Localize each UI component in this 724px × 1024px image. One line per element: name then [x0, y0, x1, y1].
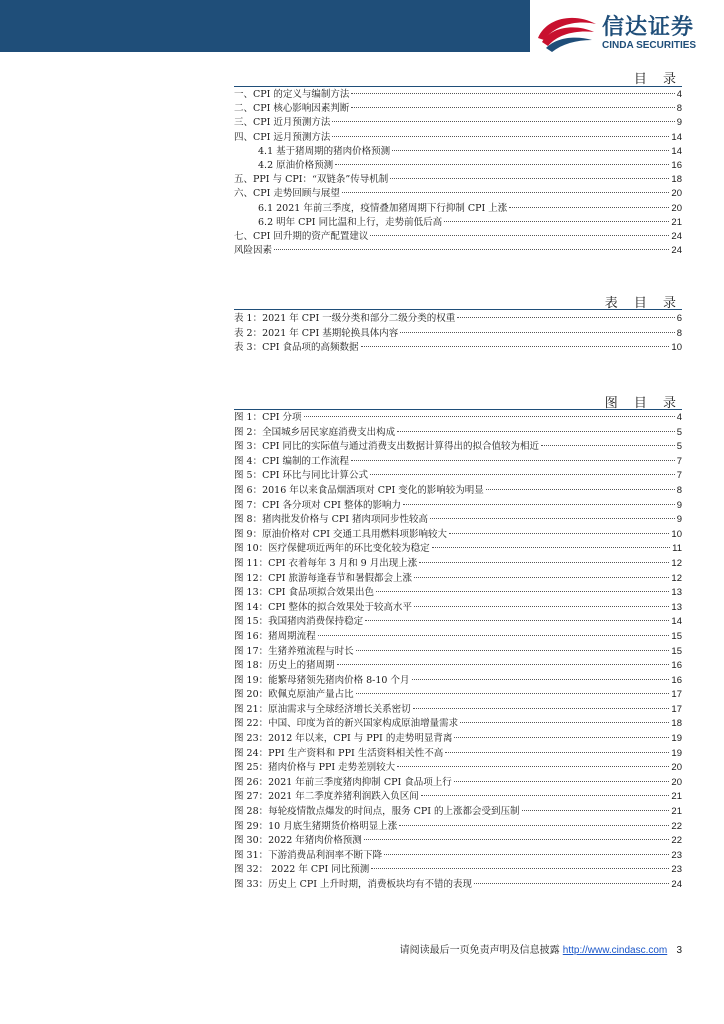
entry-title: 图 28：每轮疫情散点爆发的时间点，服务 CPI 的上涨都会受到压制: [234, 806, 520, 818]
entry-page-number: 14: [671, 616, 682, 628]
toc-entry[interactable]: [234, 878, 682, 893]
entry-page-number: 10: [671, 342, 682, 354]
entry-page-number: 23: [671, 864, 682, 876]
toc-entry[interactable]: [234, 674, 682, 689]
entry-title: 图 29：10 月底生猪期货价格明显上涨: [234, 820, 398, 832]
dot-leader: [400, 332, 674, 333]
entry-page-number: 24: [671, 245, 682, 257]
toc-entry[interactable]: [234, 499, 682, 514]
entry-title: 三、CPI 近月预测方法: [234, 117, 331, 129]
entry-title: 图 24：PPI 生产资料和 PPI 生活资料相关性不高: [234, 747, 444, 759]
entry-title: 图 8：猪肉批发价格与 CPI 猪肉项同步性较高: [234, 514, 429, 526]
toc-entry[interactable]: [234, 849, 682, 864]
toc-divider: [234, 86, 682, 87]
entry-page-number: 4: [676, 89, 682, 100]
entry-title: 4.2 原油价格预测: [258, 159, 334, 171]
toc-entry[interactable]: [234, 805, 682, 820]
toc-entry[interactable]: [234, 542, 682, 557]
entry-page-number: 14: [671, 145, 682, 157]
toc-entry[interactable]: [234, 659, 682, 674]
dot-leader: [351, 107, 674, 108]
entry-title: 图 18：历史上的猪周期: [234, 660, 335, 672]
dot-leader: [414, 606, 669, 607]
entry-page-number: 24: [671, 230, 682, 242]
dot-leader: [454, 737, 669, 738]
figures-list: [234, 411, 682, 893]
toc-entry[interactable]: [234, 645, 682, 660]
entry-title: 4.1 基于猪周期的猪肉价格预测: [258, 145, 391, 157]
toc-entry[interactable]: [234, 88, 682, 102]
entry-title: 二、CPI 核心影响因素判断: [234, 103, 350, 115]
toc-entry[interactable]: [234, 159, 682, 173]
entry-title: 6.1 2021 年前三季度，疫情叠加猪周期下行抑制 CPI 上涨: [258, 202, 508, 214]
dot-leader: [304, 416, 675, 417]
entry-title: 图 31：下游消费品利润率不断下降: [234, 849, 383, 861]
dot-leader: [454, 781, 670, 782]
dot-leader: [522, 810, 670, 811]
entry-page-number: 17: [671, 689, 682, 701]
toc-entry[interactable]: [234, 586, 682, 601]
entry-title: 图 12：CPI 旅游每逢春节和暑假都会上涨: [234, 572, 413, 584]
tables-title: 表 目 录: [604, 296, 682, 311]
entry-page-number: 9: [676, 499, 682, 511]
entry-title: 风险因素: [234, 245, 273, 257]
dot-leader: [414, 577, 669, 578]
dot-leader: [421, 795, 670, 796]
toc-entry[interactable]: [234, 469, 682, 484]
entry-page-number: 16: [671, 660, 682, 672]
toc-entry[interactable]: [234, 601, 682, 616]
entry-page-number: 18: [671, 174, 682, 186]
toc-entry[interactable]: [234, 131, 682, 145]
entry-title: 图 6：2016 年以来食品烟酒项对 CPI 变化的影响较为明显: [234, 484, 484, 496]
entry-page-number: 10: [671, 528, 682, 540]
figures-divider: [234, 409, 682, 410]
dot-leader: [397, 431, 675, 432]
toc-entry[interactable]: [234, 863, 682, 878]
entry-page-number: 7: [676, 455, 682, 467]
entry-page-number: 20: [671, 188, 682, 200]
entry-page-number: 21: [671, 791, 682, 803]
page-number: 3: [676, 945, 682, 956]
entry-page-number: 12: [671, 557, 682, 569]
dot-leader: [370, 235, 669, 236]
entry-page-number: 19: [671, 733, 682, 745]
entry-page-number: 15: [671, 645, 682, 657]
entry-page-number: 8: [676, 103, 682, 115]
dot-leader: [332, 136, 669, 137]
entry-title: 图 32： 2022 年 CPI 同比预测: [234, 864, 370, 876]
entry-page-number: 21: [671, 216, 682, 228]
entry-page-number: 24: [671, 879, 682, 890]
toc-entry[interactable]: [234, 102, 682, 116]
toc-entry[interactable]: [234, 528, 682, 543]
entry-title: 表 3：CPI 食品项的高频数据: [234, 342, 359, 354]
entry-page-number: 12: [671, 572, 682, 584]
entry-page-number: 11: [672, 543, 682, 555]
entry-title: 图 20：欧佩克原油产量占比: [234, 689, 354, 701]
toc-entry[interactable]: [234, 688, 682, 703]
dot-leader: [351, 460, 675, 461]
entry-page-number: 5: [676, 426, 682, 438]
brand-name-en: CINDA SECURITIES: [602, 40, 697, 51]
entry-title: 图 14：CPI 整体的拟合效果处于较高水平: [234, 601, 413, 613]
entry-page-number: 13: [671, 587, 682, 599]
entry-title: 图 26：2021 年前三季度猪肉抑制 CPI 食品项上行: [234, 776, 452, 788]
dot-leader: [370, 474, 675, 475]
entry-title: 表 2：2021 年 CPI 基期轮换具体内容: [234, 327, 399, 339]
entry-title: 图 1：CPI 分项: [234, 412, 302, 423]
dot-leader: [432, 547, 671, 548]
entry-title: 图 27：2021 年二季度养猪利润跌入负区间: [234, 791, 419, 803]
entry-title: 图 9：原油价格对 CPI 交通工具用燃料项影响较大: [234, 528, 448, 540]
entry-title: 图 33：历史上 CPI 上升时期，消费板块均有不错的表现: [234, 879, 473, 890]
entry-page-number: 22: [671, 820, 682, 832]
toc-entry[interactable]: [234, 327, 682, 342]
toc-entry[interactable]: [234, 834, 682, 849]
entry-title: 图 21：原油需求与全球经济增长关系密切: [234, 703, 411, 715]
toc-entry[interactable]: [234, 572, 682, 587]
toc-entry[interactable]: [234, 484, 682, 499]
dot-leader: [403, 504, 675, 505]
dot-leader: [332, 121, 674, 122]
dot-leader: [364, 839, 670, 840]
header-bar: [0, 0, 530, 52]
toc-entry[interactable]: [234, 776, 682, 791]
entry-page-number: 17: [671, 703, 682, 715]
toc-entry[interactable]: [234, 411, 682, 426]
toc-entry[interactable]: [234, 426, 682, 441]
dot-leader: [430, 518, 675, 519]
entry-page-number: 22: [671, 835, 682, 847]
toc-entry[interactable]: [234, 790, 682, 805]
tables-divider: [234, 309, 682, 310]
toc-entry[interactable]: [234, 202, 682, 216]
dot-leader: [419, 562, 669, 563]
entry-title: 6.2 明年 CPI 同比温和上行，走势前低后高: [258, 216, 443, 228]
dot-leader: [412, 679, 670, 680]
entry-title: 五、PPI 与 CPI：“双链条”传导机制: [234, 174, 389, 186]
toc-list: [234, 88, 682, 258]
entry-page-number: 4: [676, 412, 682, 423]
dot-leader: [486, 489, 675, 490]
entry-page-number: 20: [671, 776, 682, 788]
entry-page-number: 21: [671, 806, 682, 818]
dot-leader: [509, 207, 669, 208]
entry-title: 图 7：CPI 各分项对 CPI 整体的影响力: [234, 499, 401, 511]
footer-link[interactable]: http://www.cindasc.com: [562, 945, 668, 956]
toc-entry[interactable]: [234, 216, 682, 230]
entry-title: 图 13：CPI 食品项拟合效果出色: [234, 587, 375, 599]
dot-leader: [376, 591, 669, 592]
dot-leader: [445, 752, 669, 753]
toc-entry[interactable]: [234, 747, 682, 762]
toc-entry[interactable]: [234, 557, 682, 572]
dot-leader: [274, 249, 669, 250]
entry-title: 图 25：猪肉价格与 PPI 走势差别较大: [234, 762, 396, 774]
toc-entry[interactable]: [234, 703, 682, 718]
entry-page-number: 9: [676, 514, 682, 526]
entry-page-number: 7: [676, 470, 682, 482]
toc-entry[interactable]: [234, 187, 682, 201]
toc-entry[interactable]: [234, 440, 682, 455]
dot-leader: [474, 883, 669, 884]
tables-list: [234, 312, 682, 356]
footer-disclaimer: 请阅读最后一页免责声明及信息披露: [399, 945, 560, 956]
entry-page-number: 5: [676, 441, 682, 453]
dot-leader: [392, 150, 669, 151]
entry-title: 图 3：CPI 同比的实际值与通过消费支出数据计算得出的拟合值较为相近: [234, 441, 539, 453]
entry-title: 六、CPI 走势回顾与展望: [234, 188, 340, 200]
toc-entry[interactable]: [234, 455, 682, 470]
dot-leader: [337, 664, 670, 665]
dot-leader: [371, 868, 669, 869]
figures-title: 图 目 录: [604, 396, 682, 411]
toc-entry[interactable]: [234, 244, 682, 258]
entry-title: 图 19：能繁母猪领先猪肉价格 8-10 个月: [234, 674, 410, 686]
toc-entry[interactable]: [234, 173, 682, 187]
entry-page-number: 16: [671, 159, 682, 171]
toc-entry[interactable]: [234, 615, 682, 630]
dot-leader: [390, 178, 669, 179]
entry-page-number: 15: [671, 630, 682, 642]
entry-page-number: 6: [676, 313, 682, 324]
dot-leader: [356, 693, 670, 694]
toc-entry[interactable]: [234, 145, 682, 159]
entry-title: 图 17：生猪养殖流程与时长: [234, 645, 354, 657]
toc-entry[interactable]: [234, 717, 682, 732]
dot-leader: [449, 533, 669, 534]
entry-page-number: 23: [671, 849, 682, 861]
dot-leader: [541, 445, 675, 446]
entry-title: 图 10：医疗保健项近两年的环比变化较为稳定: [234, 543, 430, 555]
entry-title: 图 15：我国猪肉消费保持稳定: [234, 616, 364, 628]
dot-leader: [399, 825, 669, 826]
toc-entry[interactable]: [234, 630, 682, 645]
dot-leader: [356, 650, 670, 651]
dot-leader: [335, 164, 669, 165]
toc-entry[interactable]: [234, 341, 682, 356]
entry-title: 表 1：2021 年 CPI 一级分类和部分二级分类的权重: [234, 313, 456, 324]
dot-leader: [413, 708, 670, 709]
toc-entry[interactable]: [234, 513, 682, 528]
entry-title: 七、CPI 回升期的资产配置建议: [234, 230, 369, 242]
toc-entry[interactable]: [234, 761, 682, 776]
entry-page-number: 20: [671, 202, 682, 214]
dot-leader: [351, 93, 674, 94]
entry-title: 图 4：CPI 编制的工作流程: [234, 455, 349, 467]
entry-page-number: 9: [676, 117, 682, 129]
entry-page-number: 20: [671, 762, 682, 774]
dot-leader: [457, 317, 674, 318]
entry-page-number: 16: [671, 674, 682, 686]
entry-title: 图 2：全国城乡居民家庭消费支出构成: [234, 426, 396, 438]
toc-title: 目 录: [633, 72, 682, 87]
dot-leader: [318, 635, 670, 636]
dot-leader: [365, 620, 669, 621]
entry-page-number: 8: [676, 484, 682, 496]
dot-leader: [384, 854, 669, 855]
entry-title: 图 22：中国、印度为首的新兴国家构成原油增量需求: [234, 718, 459, 730]
toc-entry[interactable]: [234, 230, 682, 244]
entry-page-number: 19: [671, 747, 682, 759]
toc-entry[interactable]: [234, 820, 682, 835]
entry-page-number: 8: [676, 327, 682, 339]
page-footer: [400, 941, 682, 956]
dot-leader: [444, 221, 669, 222]
entry-page-number: 18: [671, 718, 682, 730]
dot-leader: [361, 346, 670, 347]
dot-leader: [460, 722, 669, 723]
toc-entry[interactable]: [234, 732, 682, 747]
toc-entry[interactable]: [234, 312, 682, 327]
brand-name-cn: 信达证券: [602, 15, 695, 40]
entry-title: 图 23：2012 年以来，CPI 与 PPI 的走势明显背离: [234, 733, 453, 745]
entry-page-number: 14: [671, 131, 682, 143]
entry-title: 图 5：CPI 环比与同比计算公式: [234, 470, 368, 482]
entry-title: 图 16：猪周期流程: [234, 630, 316, 642]
entry-title: 四、CPI 远月预测方法: [234, 131, 331, 143]
entry-title: 图 11：CPI 衣着每年 3 月和 9 月出现上涨: [234, 557, 418, 569]
entry-title: 一、CPI 的定义与编制方法: [234, 89, 350, 100]
entry-title: 图 30：2022 年猪肉价格预测: [234, 835, 362, 847]
cinda-logo-icon: [534, 12, 598, 52]
entry-page-number: 13: [671, 601, 682, 613]
dot-leader: [397, 766, 669, 767]
dot-leader: [342, 192, 669, 193]
brand-logo: [530, 6, 720, 54]
toc-entry[interactable]: [234, 116, 682, 130]
